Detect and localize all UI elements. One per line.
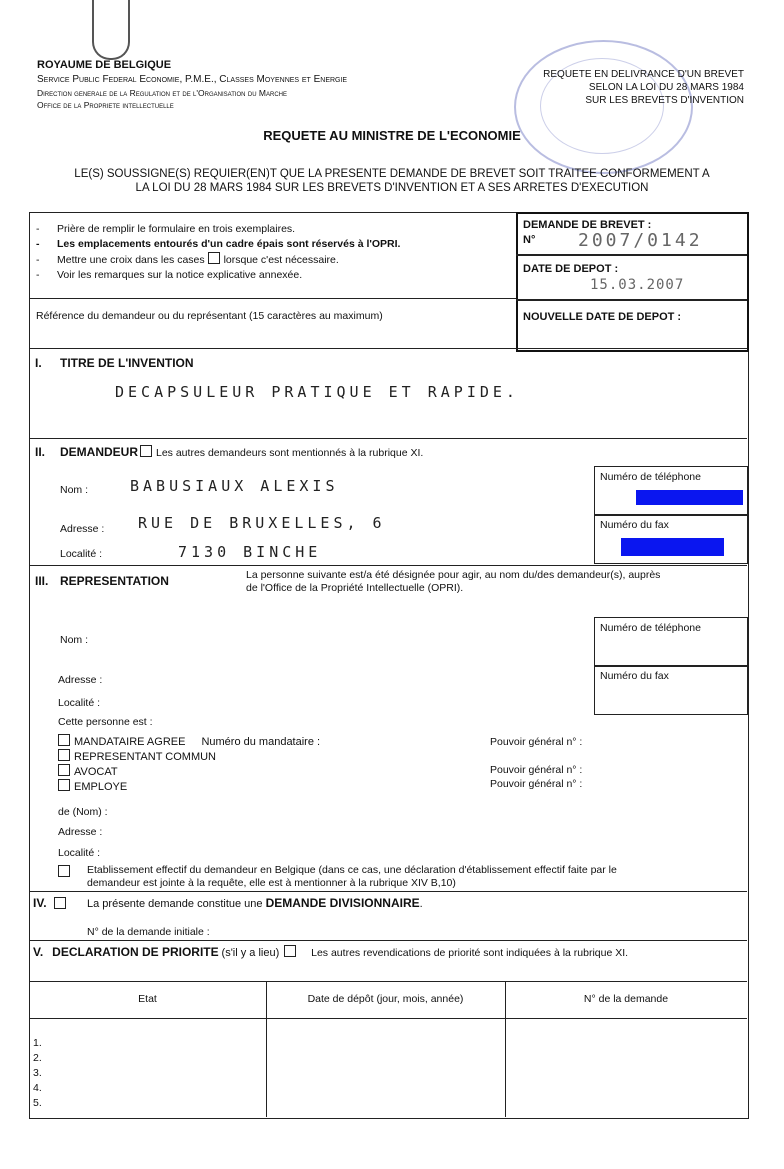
section-5-note: Les autres revendications de priorité sont indiquées à la rubrique XI.: [311, 947, 629, 959]
section-1-title: TITRE DE L'INVENTION: [60, 356, 194, 370]
instruction-4: - Voir les remarques sur la notice explicative annexée.: [36, 269, 303, 281]
instructions: [36, 222, 400, 283]
ministry-name: Service Public Federal Economie, P.M.E., Classes Moyennes et Energie: [37, 74, 348, 85]
section-3-title: REPRESENTATION: [60, 574, 169, 588]
section-2-number: II.: [35, 445, 46, 459]
request-type: [500, 68, 744, 107]
request-line-1: REQUETE EN DELIVRANCE D'UN BREVET: [543, 69, 744, 80]
section-2-note: Les autres demandeurs sont mentionnés à la rubrique XI.: [156, 447, 424, 459]
initial-application-label: N° de la demande initiale :: [87, 926, 210, 938]
paper-clip-icon: [92, 0, 130, 60]
intro-text: [0, 167, 784, 195]
rep-address-label: Adresse :: [58, 674, 103, 686]
divisional-checkbox[interactable]: [54, 897, 66, 909]
section-4-number: IV.: [33, 896, 47, 910]
rep-name-label: Nom :: [60, 634, 89, 646]
applicant-address-label: Adresse :: [60, 523, 105, 535]
invention-title: DECAPSULEUR PRATIQUE ET RAPIDE.: [115, 383, 519, 401]
section-3-desc-1: La personne suivante est/a été désignée pour agir, au nom du/des demandeur(s), auprès: [246, 569, 661, 581]
intro-line-1: LE(S) SOUSSIGNE(S) REQUIER(EN)T QUE LA PRESENTE DEMANDE DE BREVET SOIT TRAITEE CONFORMEMENT A: [74, 168, 710, 180]
sample-checkbox: [208, 252, 220, 264]
demande-label: DEMANDE DE BREVET :: [523, 219, 652, 231]
application-number: 2007/0142: [578, 230, 703, 251]
direction-name: Direction generale de la Regulation et de l'Organisation du Marche: [37, 88, 287, 98]
mandataire-number-label: Numéro du mandataire :: [201, 736, 321, 748]
instruction-1: - Prière de remplir le formulaire en trois exemplaires.: [36, 223, 296, 235]
priority-row: 1.: [33, 1037, 42, 1049]
applicant-locality-label: Localité :: [60, 548, 103, 560]
section-1-number: I.: [35, 356, 42, 370]
applicant-name-label: Nom :: [60, 484, 89, 496]
new-date-label: NOUVELLE DATE DE DEPOT :: [523, 311, 682, 323]
priority-rows: [33, 1036, 42, 1111]
employe-checkbox[interactable]: [58, 779, 70, 791]
redacted-phone: [636, 490, 743, 505]
option-representant: REPRESENTANT COMMUN: [58, 749, 320, 764]
applicant-name-value: BABUSIAUX ALEXIS: [130, 477, 339, 495]
priority-col-date: Date de dépôt (jour, mois, année): [307, 993, 464, 1005]
priority-row: 3.: [33, 1067, 42, 1079]
country-name: ROYAUME DE BELGIQUE: [37, 59, 172, 71]
intro-line-2: LA LOI DU 28 MARS 1984 SUR LES BREVETS D'INVENTION ET A SES ARRETES D'EXECUTION: [135, 182, 649, 194]
rep-fax-label: Numéro du fax: [600, 670, 669, 682]
option-employe: EMPLOYE: [58, 779, 320, 794]
applicant-phone-label: Numéro de téléphone: [600, 471, 701, 483]
pouvoir-general-2: Pouvoir général n° :: [490, 764, 583, 776]
section-3-description: [246, 569, 660, 595]
other-priorities-checkbox[interactable]: [284, 945, 296, 957]
employer-address-label: Adresse :: [58, 826, 103, 838]
section-5-sub: (s'il y a lieu): [221, 947, 280, 959]
establishment-option: [58, 864, 617, 890]
section-2-title: DEMANDEUR: [60, 445, 138, 459]
priority-row: 5.: [33, 1097, 42, 1109]
redacted-fax: [621, 538, 724, 556]
section-5-title: DECLARATION DE PRIORITE: [52, 945, 219, 959]
avocat-checkbox[interactable]: [58, 764, 70, 776]
section-5-number: V.: [33, 945, 44, 959]
priority-col-number: N° de la demande: [583, 993, 669, 1005]
option-mandataire: MANDATAIRE AGREE Numéro du mandataire :: [58, 734, 320, 749]
applicant-fax-label: Numéro du fax: [600, 519, 669, 531]
number-label: N°: [523, 234, 536, 246]
priority-col-etat: Etat: [138, 993, 157, 1005]
other-applicants-checkbox[interactable]: [140, 445, 152, 457]
instruction-2: - Les emplacements entourés d'un cadre épais sont réservés à l'OPRI.: [36, 238, 401, 250]
office-name: Office de la Propriete intellectuelle: [37, 100, 174, 110]
applicant-address-value: RUE DE BRUXELLES, 6: [138, 514, 386, 532]
section-3-desc-2: de l'Office de la Propriété Intellectuelle (OPRI).: [246, 582, 464, 594]
person-type-label: Cette personne est :: [58, 716, 153, 728]
applicant-locality-value: 7130 BINCHE: [178, 543, 322, 561]
demandeur-heading: [60, 445, 423, 459]
person-type-options: [58, 734, 320, 794]
establishment-text-1: Etablissement effectif du demandeur en Belgique (dans ce cas, une déclaration d'établissement effectif faite par le: [87, 864, 617, 876]
request-line-3: SUR LES BREVETS D'INVENTION: [585, 95, 744, 106]
date-depot-value: 15.03.2007: [590, 277, 685, 293]
representant-checkbox[interactable]: [58, 749, 70, 761]
pouvoir-general-3: Pouvoir général n° :: [490, 778, 583, 790]
establishment-checkbox[interactable]: [58, 865, 70, 877]
section-3-number: III.: [35, 574, 49, 588]
rep-phone-label: Numéro de téléphone: [600, 622, 701, 634]
instruction-3: - Mettre une croix dans les cases lorsque c'est nécessaire.: [36, 254, 339, 266]
pouvoir-general-1: Pouvoir général n° :: [490, 736, 583, 748]
employer-locality-label: Localité :: [58, 847, 101, 859]
priority-heading: [33, 945, 628, 959]
request-line-2: SELON LA LOI DU 28 MARS 1984: [588, 82, 744, 93]
divisional-text: La présente demande constitue une DEMANDE DIVISIONNAIRE.: [87, 896, 423, 910]
reference-label: Référence du demandeur ou du représentant (15 caractères au maximum): [36, 310, 383, 322]
employer-name-label: de (Nom) :: [58, 806, 108, 818]
mandataire-checkbox[interactable]: [58, 734, 70, 746]
rep-locality-label: Localité :: [58, 697, 101, 709]
page-title: REQUETE AU MINISTRE DE L'ECONOMIE: [263, 128, 521, 143]
priority-row: 4.: [33, 1082, 42, 1094]
date-depot-label: DATE DE DEPOT :: [523, 263, 619, 275]
option-avocat: AVOCAT: [58, 764, 320, 779]
priority-row: 2.: [33, 1052, 42, 1064]
establishment-text-2: demandeur est jointe à la requête, elle est à mentionner à la rubrique XIV B,10): [87, 877, 456, 889]
